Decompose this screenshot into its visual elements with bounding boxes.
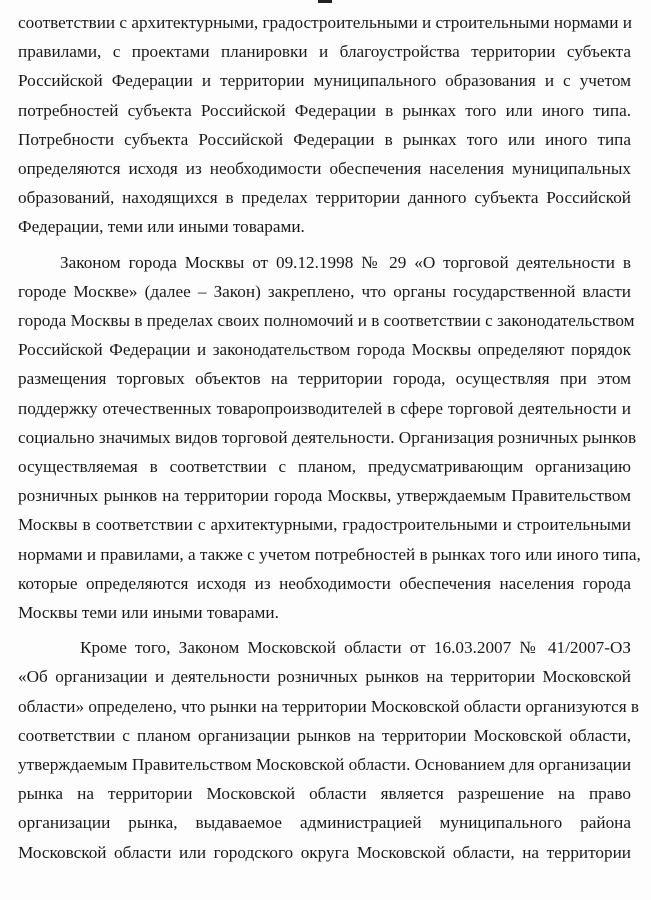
text-line: которые определяются исходя из необходимости обеспечения населения города bbox=[18, 573, 631, 593]
text-line: Кроме того, Законом Московской области от 16.03.2007 № 41/2007-ОЗ bbox=[80, 638, 631, 658]
text-line: соответствии с архитектурными, градостроительными и строительными нормами и bbox=[18, 13, 632, 32]
text-line: нормами и правилами, а также с учетом потребностей в рынках того или иного типа, bbox=[18, 544, 641, 564]
text-line: Москвы теми или иными товарами. bbox=[18, 603, 279, 623]
text-line: осуществляемая в соответствии с планом, предусматривающим организацию bbox=[18, 457, 631, 477]
paragraph-3 bbox=[18, 633, 640, 867]
text-line: образований, находящихся в пределах территории данного субъекта Российской bbox=[18, 188, 631, 208]
text-line: города Москвы в пределах своих полномочий и в соответствии с законодательством bbox=[18, 311, 635, 331]
text-line: розничных рынков на территории города Москвы, утверждаемым Правительством bbox=[18, 486, 631, 506]
text-line: области» определено, что рынки на территории Московской области организуются в bbox=[18, 696, 640, 716]
text-line: рынка на территории Московской области является разрешение на право bbox=[18, 784, 631, 804]
text-line: правилами, с проектами планировки и благоустройства территории субъекта bbox=[18, 42, 631, 62]
text-line: соответствии с планом организации рынков на территории Московской области, bbox=[18, 725, 631, 745]
text-line: Московской области или городского округа Московской области, на территории bbox=[18, 842, 631, 862]
text-line: определяются исходя из необходимости обеспечения населения муниципальных bbox=[18, 159, 631, 179]
text-line: Законом города Москвы от 09.12.1998 № 29 «О торговой деятельности в bbox=[60, 252, 631, 272]
text-line: организации рынка, выдаваемое администрацией муниципального района bbox=[18, 813, 631, 833]
text-line: поддержку отечественных товаропроизводителей в сфере торговой деятельности и bbox=[18, 398, 631, 418]
text-line: социально значимых видов торговой деятельности. Организация розничных рынков bbox=[18, 427, 637, 447]
text-line: Федерации, теми или иными товарами. bbox=[18, 217, 305, 237]
page-top-mark bbox=[318, 0, 332, 3]
document-body bbox=[18, 8, 641, 867]
text-line: Российской Федерации и законодательством города Москвы определяют порядок bbox=[18, 340, 631, 360]
text-line: Москвы в соответствии с архитектурными, градостроительными и строительными bbox=[18, 515, 631, 535]
text-line: потребностей субъекта Российской Федерации в рынках того или иного типа. bbox=[18, 100, 631, 120]
text-line: Потребности субъекта Российской Федерации в рынках того или иного типа bbox=[18, 129, 631, 149]
text-line: «Об организации и деятельности розничных рынков на территории Московской bbox=[18, 667, 631, 687]
text-line: размещения торговых объектов на территории города, осуществляя при этом bbox=[18, 369, 631, 389]
text-line: городе Москве» (далее – Закон) закреплено, что органы государственной власти bbox=[18, 281, 631, 301]
text-line: Российской Федерации и территории муниципального образования и с учетом bbox=[18, 71, 631, 91]
paragraph-2 bbox=[18, 248, 641, 628]
text-line: утверждаемым Правительством Московской области. Основанием для организации bbox=[18, 755, 632, 775]
paragraph-1 bbox=[18, 8, 631, 242]
